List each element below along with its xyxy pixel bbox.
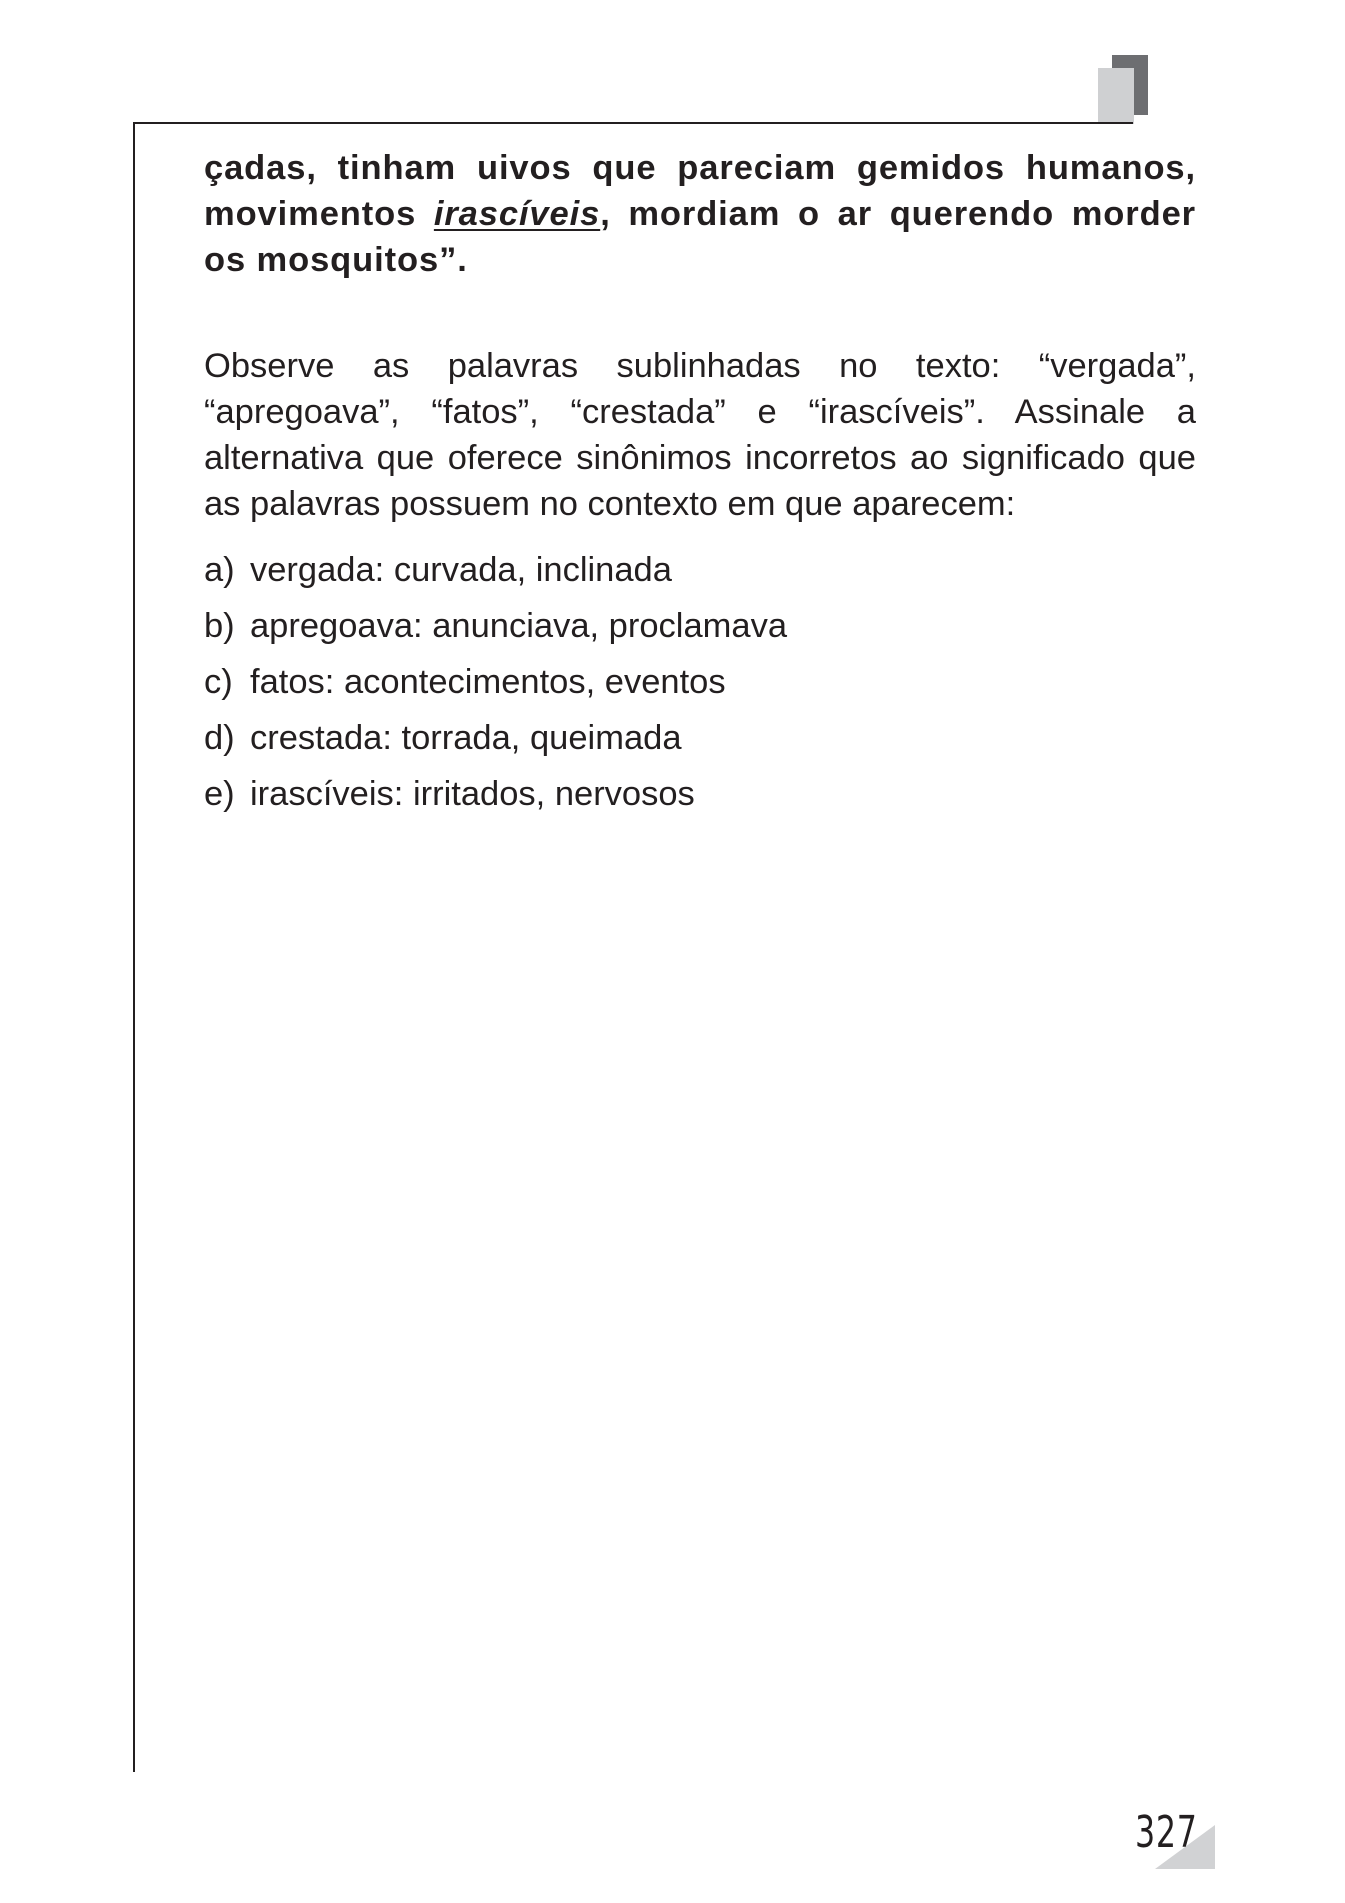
option-e[interactable] <box>204 771 1196 827</box>
option-text: irascíveis: irritados, nervosos <box>250 775 695 813</box>
answer-options <box>204 547 1196 827</box>
option-letter: a) <box>204 551 235 589</box>
quote-highlighted-word: irascíveis <box>433 195 601 233</box>
quote-text-before: çadas, tinham uivos que pareciam gemidos humanos, movimentos <box>204 149 1196 233</box>
option-letter: d) <box>204 719 235 757</box>
option-text: fatos: acontecimentos, eventos <box>250 663 726 701</box>
option-a[interactable] <box>204 547 1196 603</box>
option-letter: c) <box>204 663 233 701</box>
option-text: apregoava: anunciava, proclamava <box>250 607 788 645</box>
option-text: vergada: curvada, inclinada <box>250 551 672 589</box>
option-letter: b) <box>204 607 235 645</box>
option-letter: e) <box>204 775 235 813</box>
question-prompt: Observe as palavras sublinhadas no texto: “vergada”, “apregoava”, “fatos”, “crestada” e “irascíveis”. Assinale a alternativa que oferece sinônimos incorretos ao significado que as palavras possuem no contexto em que aparecem: <box>204 347 1196 523</box>
option-text: crestada: torrada, queimada <box>250 719 682 757</box>
page-content <box>204 145 1196 827</box>
option-c[interactable] <box>204 659 1196 715</box>
frame-top-rule <box>133 122 1133 124</box>
option-d[interactable] <box>204 715 1196 771</box>
quote-text-after: , mordiam o ar querendo morder os mosquitos”. <box>204 195 1196 279</box>
corner-tab-light <box>1098 68 1134 124</box>
page-number: 327 <box>1135 1807 1198 1858</box>
option-b[interactable] <box>204 603 1196 659</box>
quoted-excerpt <box>204 145 1196 283</box>
frame-left-rule <box>133 122 135 1772</box>
